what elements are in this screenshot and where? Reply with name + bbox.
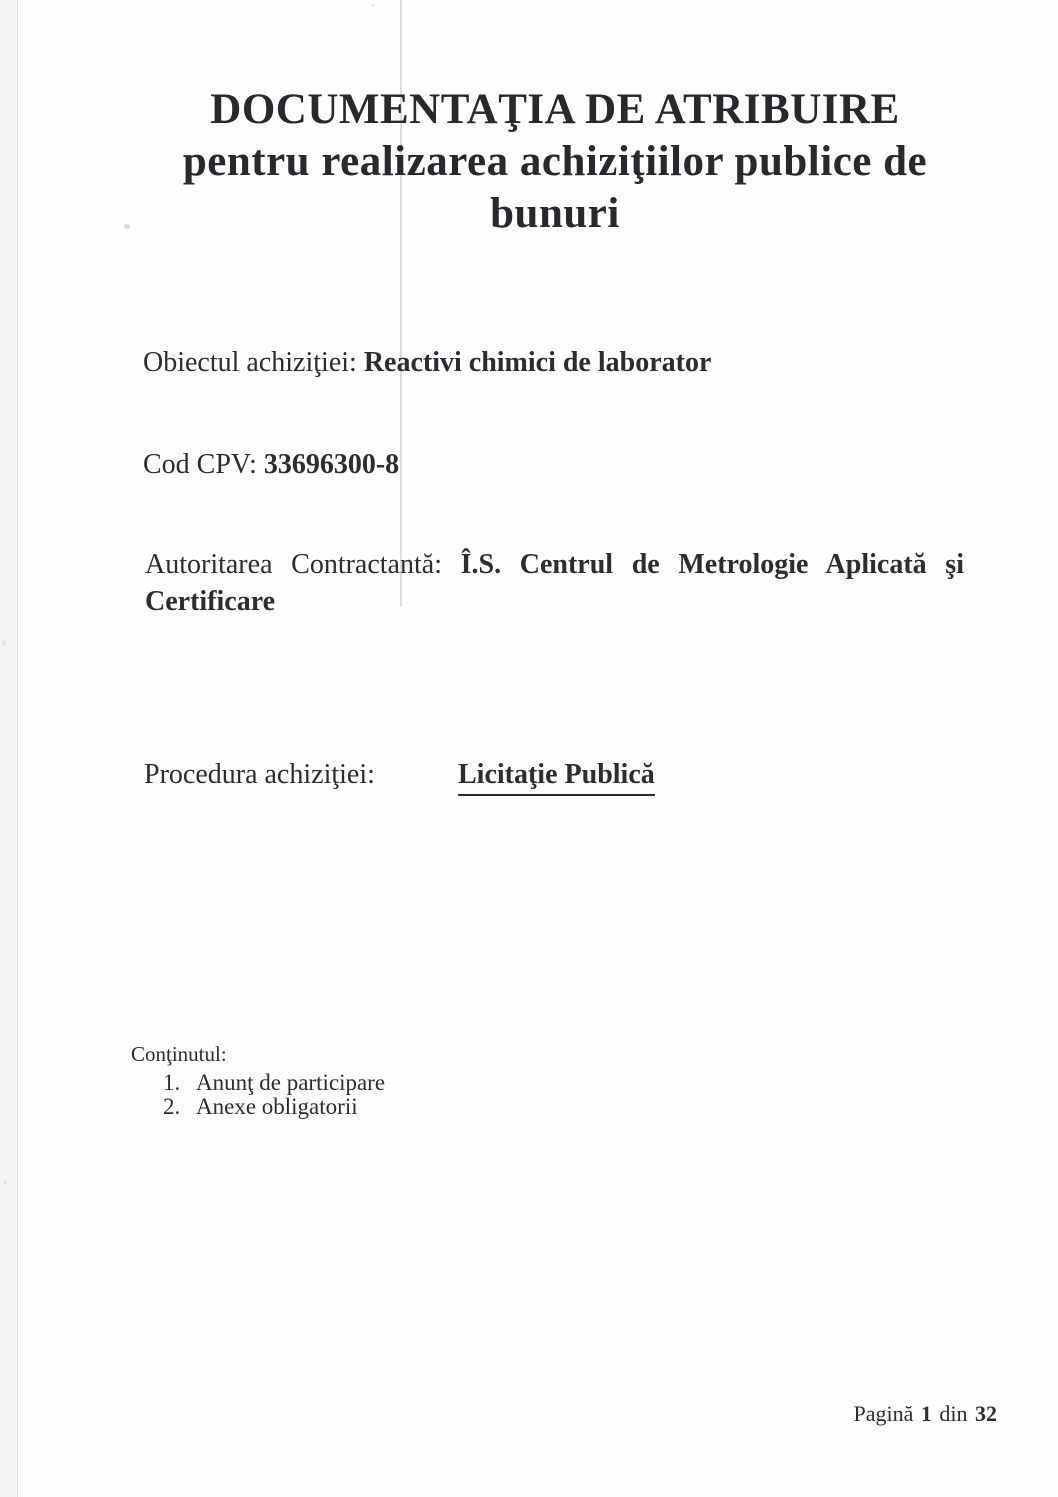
contents-section (131, 1042, 385, 1119)
scan-speck (371, 4, 375, 7)
footer-prefix: Pagină (853, 1401, 914, 1426)
contents-item (163, 1071, 385, 1095)
item-number: 1. (163, 1070, 181, 1095)
scan-speck (2, 640, 6, 646)
contents-item (163, 1095, 385, 1119)
scan-speck (3, 1180, 7, 1185)
footer-total-pages: 32 (975, 1401, 997, 1426)
title-line-1: DOCUMENTAŢIA DE ATRIBUIRE (210, 86, 900, 133)
document-title (146, 84, 964, 240)
cod-cpv-label: Cod CPV: (143, 449, 257, 480)
cod-cpv-value: 33696300-8 (263, 449, 400, 480)
obiectul-label: Obiectul achiziţiei: (143, 347, 357, 378)
page-number-footer (852, 1401, 998, 1427)
contents-heading: Conţinutul: (131, 1042, 227, 1066)
obiectul-value: Reactivi chimici de laborator (363, 347, 712, 378)
footer-current-page: 1 (920, 1401, 932, 1426)
field-obiectul-achizitiei (143, 346, 711, 380)
autoritatea-label: Autoritarea Contractantă: (145, 549, 442, 580)
scan-edge-artifact (0, 0, 18, 1497)
autoritatea-value: Î.S. Centrul de Metrologie Aplicată şi Certificare (145, 549, 964, 617)
title-line-2: pentru realizarea achiziţiilor publice de (182, 138, 928, 185)
item-text: Anunţ de participare (196, 1070, 386, 1095)
item-number: 2. (163, 1094, 181, 1119)
scan-speck (124, 224, 130, 229)
field-autoritatea-contractanta (145, 546, 964, 620)
title-line-3: bunuri (490, 190, 620, 237)
footer-separator: din (939, 1401, 968, 1426)
procedura-label: Procedura achiziţiei: (144, 759, 375, 790)
field-cod-cpv (143, 448, 399, 482)
item-text: Anexe obligatorii (196, 1094, 358, 1119)
procedura-value: Licitaţie Publică (458, 758, 655, 796)
